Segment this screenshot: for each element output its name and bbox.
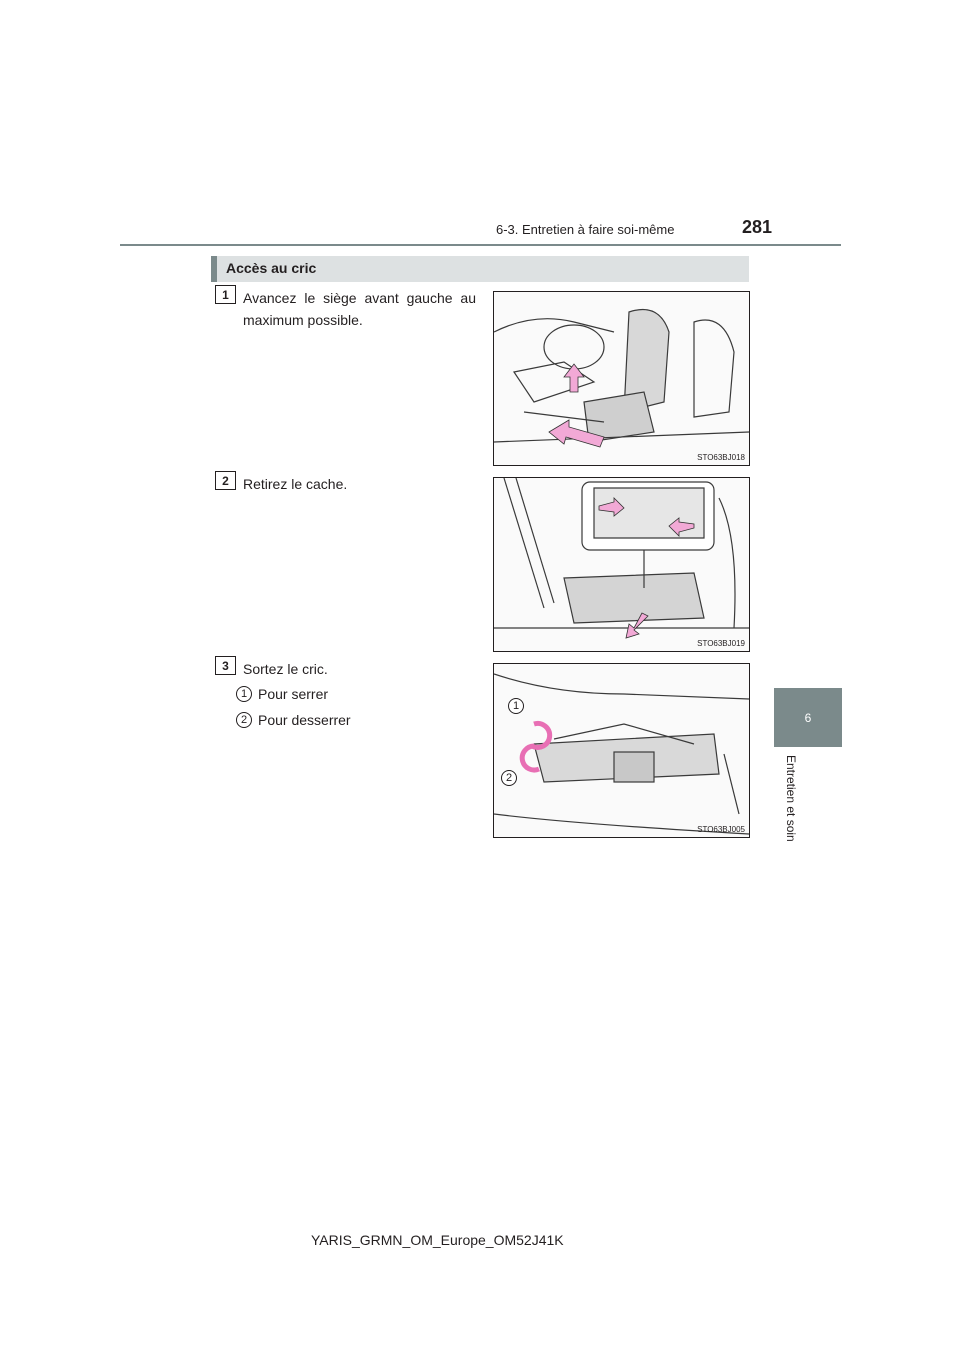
chapter-tab[interactable] [774, 688, 842, 747]
figure-remove-cover [493, 477, 750, 652]
header-section-title: 6-3. Entretien à faire soi-même [496, 222, 675, 237]
step-text-2: Retirez le cache. [243, 476, 348, 492]
section-heading [211, 256, 749, 282]
figure-code-2: STO63BJ019 [697, 639, 745, 648]
step-number-3: 3 [215, 656, 236, 675]
sub-item-number-1: 1 [236, 686, 252, 702]
figure-code-1: STO63BJ018 [697, 453, 745, 462]
step-number-2: 2 [215, 471, 236, 490]
step-text-1: Avancez le siège avant gauche au maximum possible. [243, 290, 476, 328]
seat-forward-illustration [494, 292, 749, 465]
figure-seat-forward [493, 291, 750, 466]
chapter-number: 6 [804, 710, 812, 725]
sub-item-number-2: 2 [236, 712, 252, 728]
step-number-1: 1 [215, 285, 236, 304]
section-title: Accès au cric [226, 260, 317, 276]
header-rule [120, 244, 841, 246]
figure-callout-2: 2 [501, 770, 517, 786]
remove-cover-illustration [494, 478, 749, 651]
jack-removal-illustration [494, 664, 749, 837]
figure-jack-removal [493, 663, 750, 838]
page-number: 281 [742, 217, 773, 237]
chapter-title: Entretien et soin [784, 755, 798, 842]
figure-callout-1: 1 [508, 698, 524, 714]
section-accent [211, 256, 217, 282]
step-text-3: Sortez le cric. [243, 661, 328, 677]
figure-code-3: STO63BJ005 [697, 825, 745, 834]
footer-doc-id: YARIS_GRMN_OM_Europe_OM52J41K [311, 1232, 564, 1248]
sub-item-text-1: Pour serrer [258, 686, 329, 702]
sub-item-text-2: Pour desserrer [258, 712, 351, 728]
